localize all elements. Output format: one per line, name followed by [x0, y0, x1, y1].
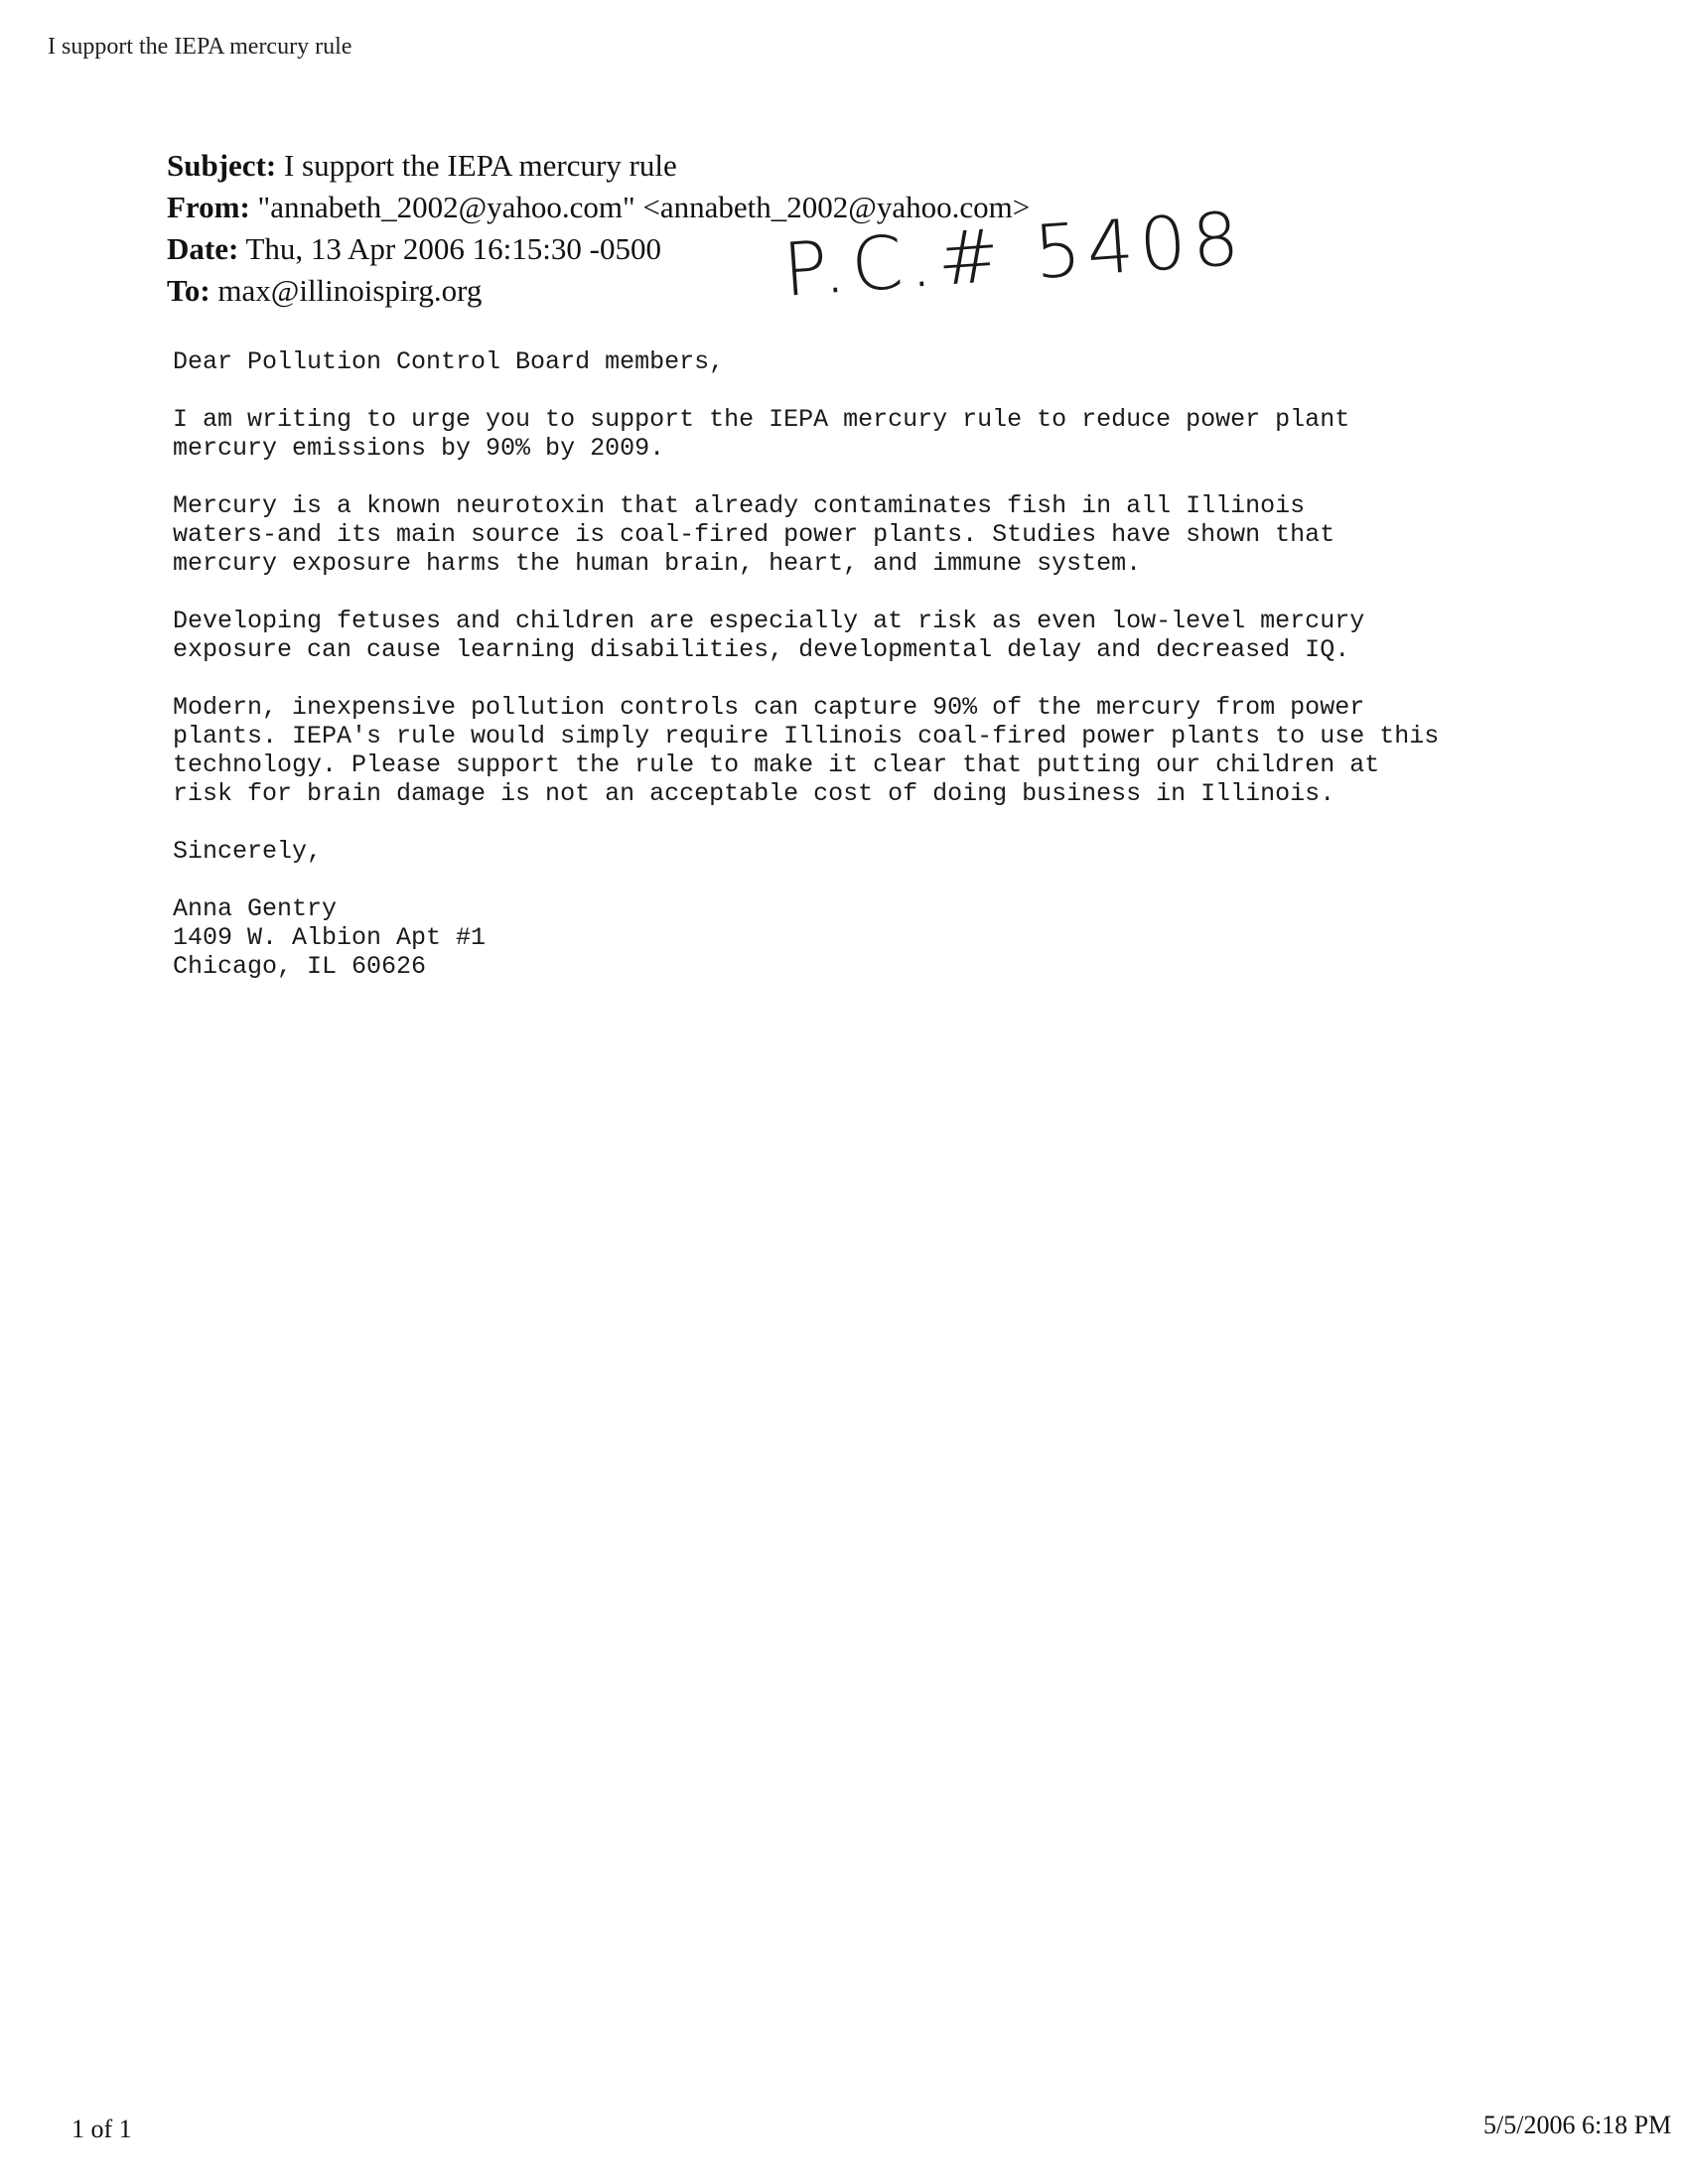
- signature-address-line-1: 1409 W. Albion Apt #1: [173, 923, 487, 952]
- signature-address-line-2: Chicago, IL 60626: [173, 952, 427, 981]
- print-header-title: I support the IEPA mercury rule: [48, 34, 352, 60]
- print-timestamp: 5/5/2006 6:18 PM: [1483, 2111, 1672, 2139]
- page-number: 1 of 1: [71, 2115, 132, 2143]
- paragraph-3: Developing fetuses and children are especially at risk as even low-level mercury exposure can cause learning disabilities, developmental delay and decreased IQ.: [173, 607, 1365, 664]
- from-value: "annabeth_2002@yahoo.com" <annabeth_2002@yahoo.com>: [257, 190, 1031, 224]
- letter-body: [173, 347, 1662, 981]
- to-value: max@illinoispirg.org: [217, 273, 483, 308]
- to-label: To:: [167, 273, 210, 308]
- from-label: From:: [167, 190, 250, 224]
- greeting: Dear Pollution Control Board members,: [173, 347, 725, 376]
- date-label: Date:: [167, 231, 239, 266]
- date-value: Thu, 13 Apr 2006 16:15:30 -0500: [245, 231, 661, 266]
- paragraph-4: Modern, inexpensive pollution controls can capture 90% of the mercury from power plants. IEPA's rule would simply require Illinois coal-fired power plants to use this technology. Please support the rule to make it clear that putting our children at risk for brain damage is not an acceptable cost of doing business in Illinois.: [173, 693, 1440, 808]
- signature-name: Anna Gentry: [173, 894, 338, 923]
- closing: Sincerely,: [173, 837, 323, 866]
- handwritten-pc-number: P.C.# 5408: [780, 196, 1248, 314]
- subject-label: Subject:: [167, 148, 277, 183]
- paragraph-2: Mercury is a known neurotoxin that already contaminates fish in all Illinois waters-and its main source is coal-fired power plants. Studies have shown that mercury exposure harms the human brain, heart, and immune system.: [173, 491, 1335, 578]
- paragraph-1: I am writing to urge you to support the IEPA mercury rule to reduce power plant mercury emissions by 90% by 2009.: [173, 405, 1350, 463]
- subject-value: I support the IEPA mercury rule: [283, 148, 677, 183]
- subject-line: [167, 145, 1030, 187]
